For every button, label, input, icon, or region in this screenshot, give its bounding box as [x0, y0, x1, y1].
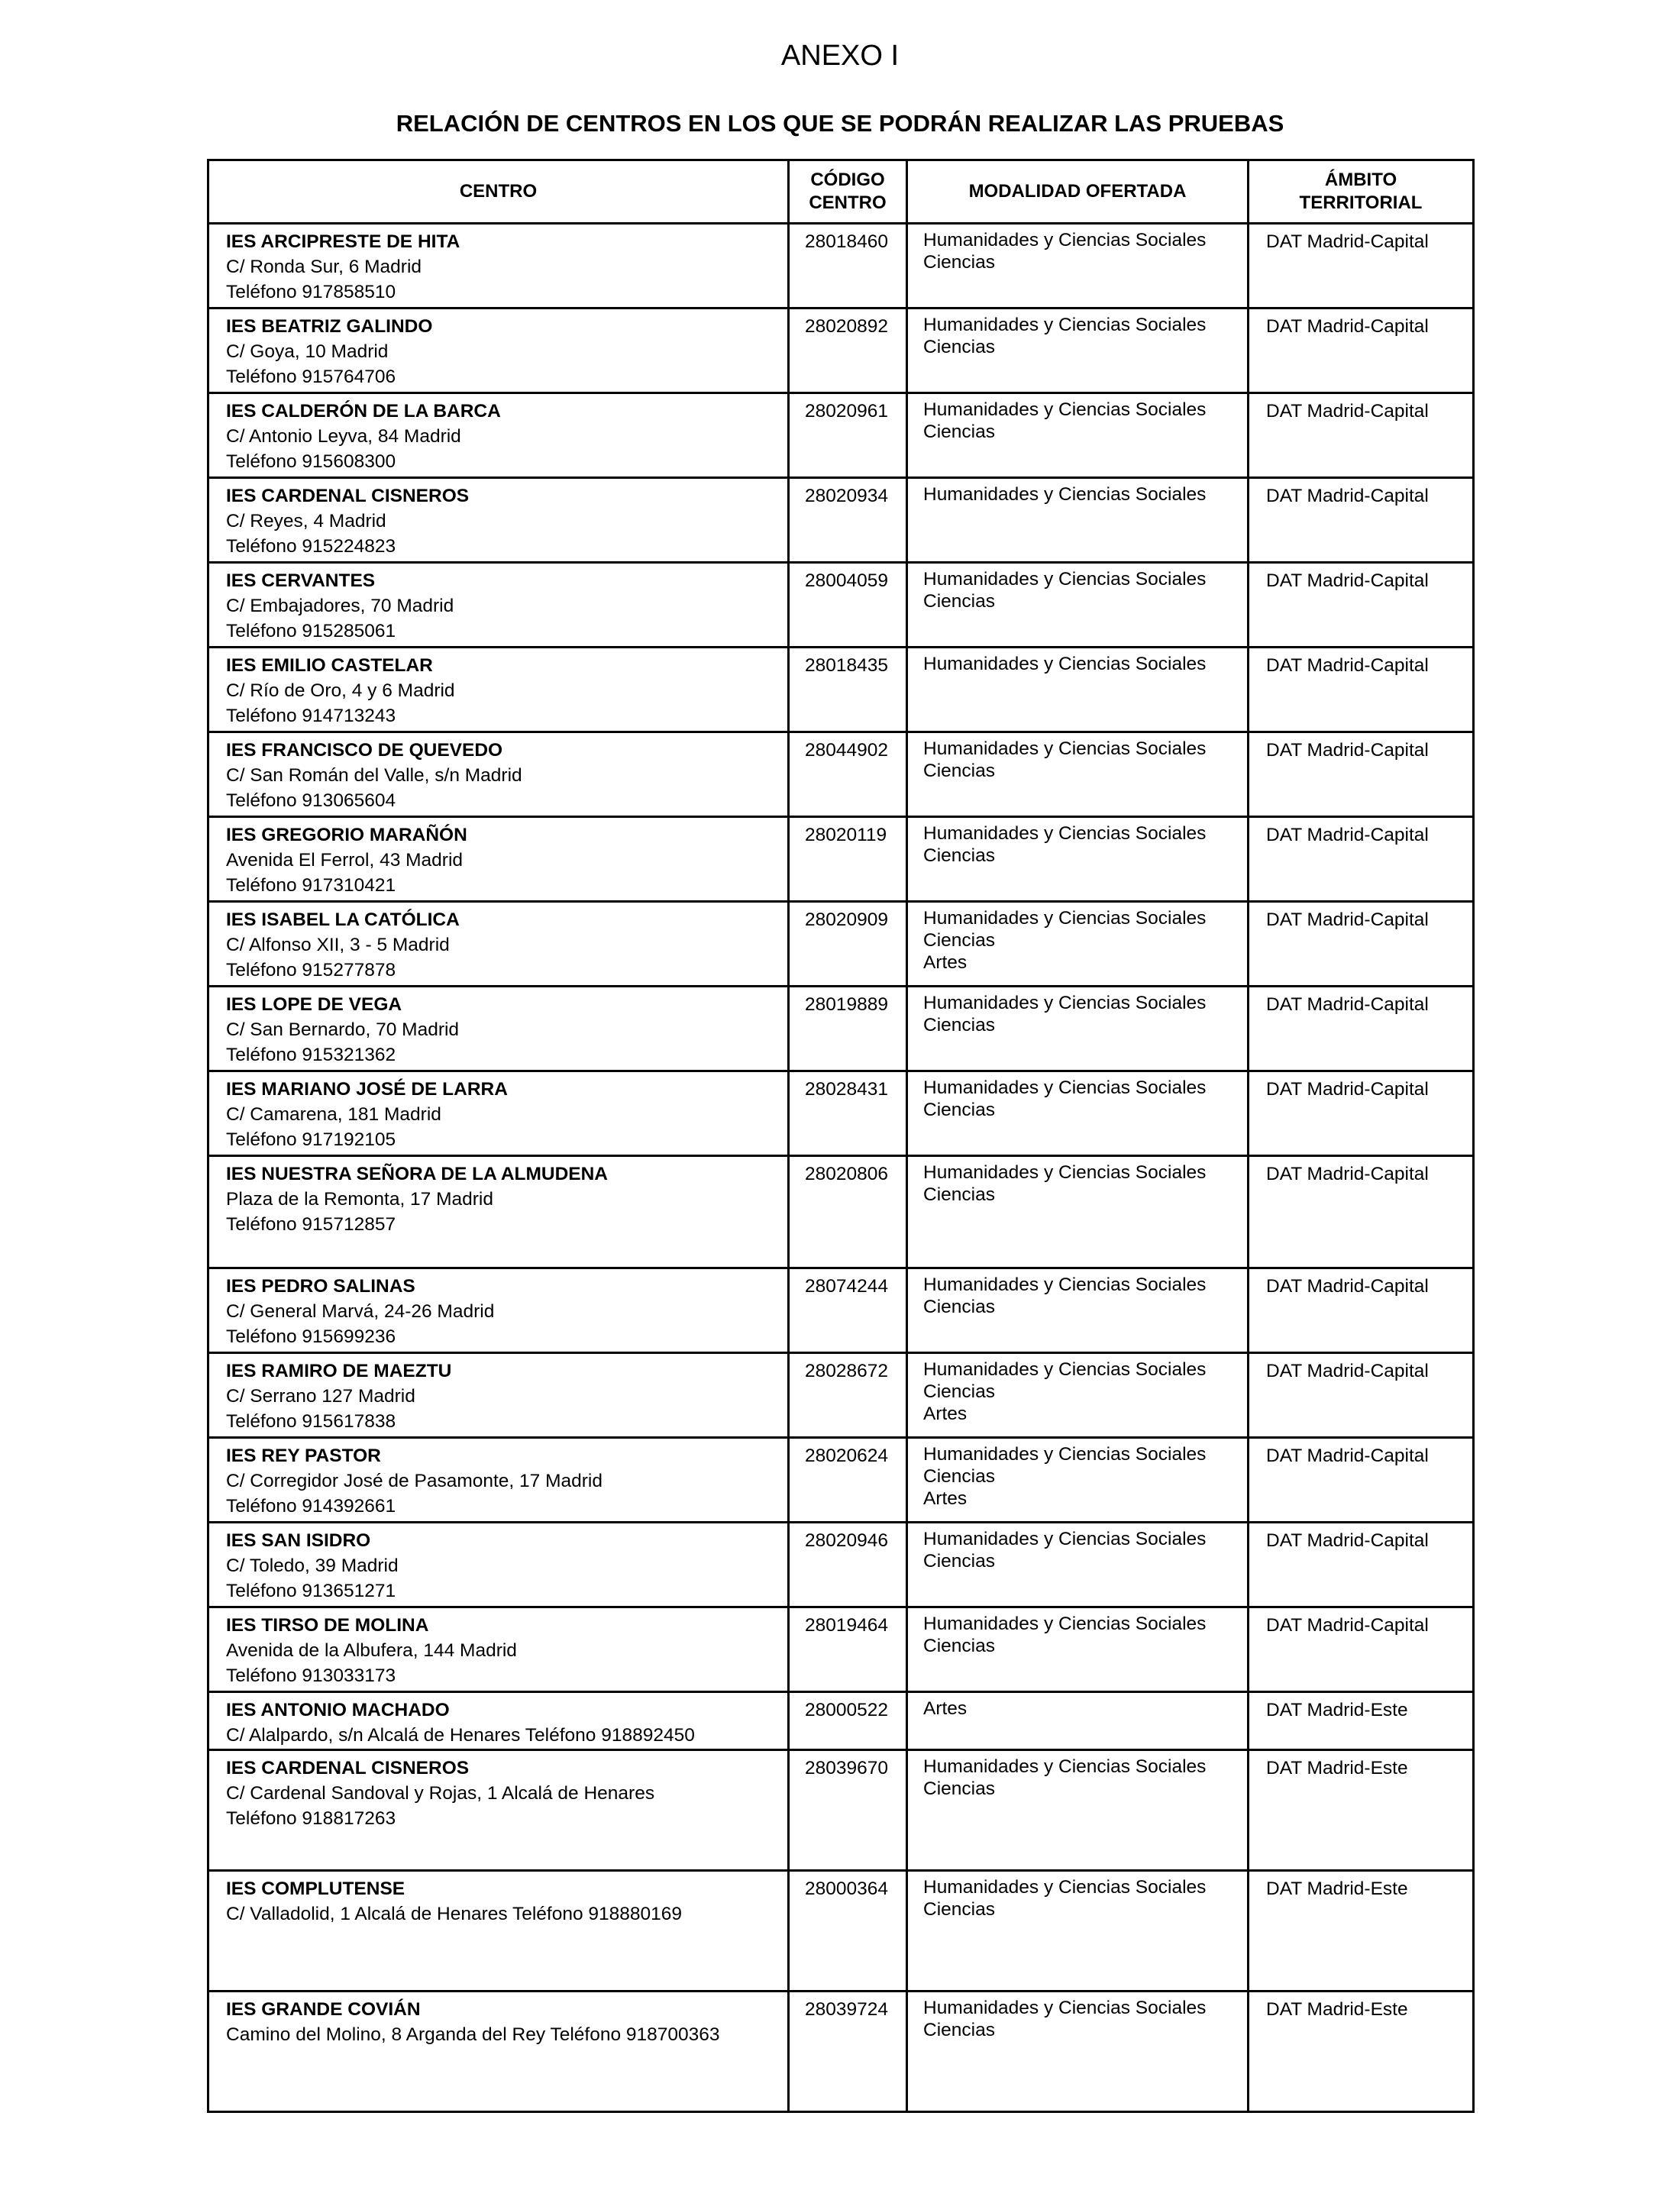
center-detail-line: Teléfono 913651271	[226, 1581, 396, 1601]
center-name: IES TIRSO DE MOLINA	[226, 1615, 429, 1636]
modality-item: Humanidades y Ciencias Sociales	[923, 1998, 1207, 2018]
center-detail-line: C/ Valladolid, 1 Alcalá de Henares Teléfono 918880169	[226, 1904, 683, 1924]
center-name: IES GREGORIO MARAÑÓN	[226, 825, 467, 845]
table-row	[208, 478, 1474, 563]
modality-item: Ciencias	[923, 422, 995, 442]
center-detail-line: Teléfono 913065604	[226, 790, 396, 811]
center-cell	[208, 1607, 789, 1692]
territorial-scope: DAT Madrid-Este	[1249, 1750, 1474, 1871]
header-ambito-line2: TERRITORIAL	[1299, 192, 1423, 213]
territorial-scope: DAT Madrid-Capital	[1249, 1438, 1474, 1523]
center-detail-line: C/ General Marvá, 24-26 Madrid	[226, 1301, 495, 1322]
table-row	[208, 1268, 1474, 1353]
center-name: IES GRANDE COVIÁN	[226, 1999, 421, 2020]
center-cell	[208, 224, 789, 309]
territorial-scope: DAT Madrid-Capital	[1249, 817, 1474, 902]
modality-item: Humanidades y Ciencias Sociales	[923, 484, 1207, 505]
center-detail-line: Teléfono 913033173	[226, 1665, 396, 1686]
center-detail-line: Avenida El Ferrol, 43 Madrid	[226, 850, 464, 871]
territorial-scope: DAT Madrid-Capital	[1249, 224, 1474, 309]
modality-item: Ciencias	[923, 1297, 995, 1317]
center-code: 28000364	[789, 1871, 907, 1992]
center-cell	[208, 1523, 789, 1607]
modality-item: Artes	[923, 1488, 968, 1509]
center-code: 28044902	[789, 732, 907, 817]
header-codigo	[789, 160, 907, 224]
modality-cell	[907, 224, 1249, 309]
territorial-scope: DAT Madrid-Este	[1249, 1692, 1474, 1750]
center-code: 28020119	[789, 817, 907, 902]
center-name: IES FRANCISCO DE QUEVEDO	[226, 740, 503, 761]
modality-item: Humanidades y Ciencias Sociales	[923, 1756, 1207, 1777]
center-code: 28020806	[789, 1156, 907, 1268]
territorial-scope: DAT Madrid-Capital	[1249, 1353, 1474, 1438]
territorial-scope: DAT Madrid-Capital	[1249, 1523, 1474, 1607]
center-code: 28028672	[789, 1353, 907, 1438]
center-detail-line: C/ Ronda Sur, 6 Madrid	[226, 257, 422, 277]
table-row	[208, 987, 1474, 1071]
table-header-row	[208, 160, 1474, 224]
modality-item: Humanidades y Ciencias Sociales	[923, 1077, 1207, 1098]
modality-cell	[907, 1992, 1249, 2112]
modality-cell	[907, 1071, 1249, 1156]
center-detail-line: Teléfono 915608300	[226, 451, 396, 472]
center-code: 28028431	[789, 1071, 907, 1156]
center-code: 28074244	[789, 1268, 907, 1353]
territorial-scope: DAT Madrid-Capital	[1249, 393, 1474, 478]
center-name: IES ISABEL LA CATÓLICA	[226, 909, 460, 930]
modality-cell	[907, 648, 1249, 732]
center-cell	[208, 1353, 789, 1438]
modality-item: Ciencias	[923, 761, 995, 781]
modality-cell	[907, 1692, 1249, 1750]
header-ambito	[1249, 160, 1474, 224]
modality-item: Humanidades y Ciencias Sociales	[923, 1274, 1207, 1295]
territorial-scope: DAT Madrid-Capital	[1249, 902, 1474, 987]
table-row	[208, 1607, 1474, 1692]
center-code: 28019464	[789, 1607, 907, 1692]
center-code: 28039724	[789, 1992, 907, 2112]
modality-item: Humanidades y Ciencias Sociales	[923, 230, 1207, 250]
center-name: IES BEATRIZ GALINDO	[226, 316, 433, 337]
territorial-scope: DAT Madrid-Capital	[1249, 309, 1474, 393]
center-detail-line: C/ Camarena, 181 Madrid	[226, 1104, 441, 1125]
center-detail-line: Teléfono 917192105	[226, 1129, 396, 1150]
modality-item: Humanidades y Ciencias Sociales	[923, 569, 1207, 590]
center-name: IES COMPLUTENSE	[226, 1878, 405, 1899]
center-detail-line: C/ Serrano 127 Madrid	[226, 1386, 415, 1407]
table-row	[208, 1871, 1474, 1992]
modality-item: Ciencias	[923, 930, 995, 951]
center-detail-line: C/ Cardenal Sandoval y Rojas, 1 Alcalá de Henares	[226, 1783, 655, 1804]
center-detail-line: Camino del Molino, 8 Arganda del Rey Teléfono 918700363	[226, 2024, 720, 2045]
modality-item: Humanidades y Ciencias Sociales	[923, 738, 1207, 759]
modality-item: Ciencias	[923, 591, 995, 612]
modality-cell	[907, 309, 1249, 393]
modality-item: Artes	[923, 1698, 968, 1719]
modality-item: Humanidades y Ciencias Sociales	[923, 823, 1207, 844]
annex-label: ANEXO I	[780, 40, 900, 72]
center-code: 28039670	[789, 1750, 907, 1871]
modality-item: Ciencias	[923, 1778, 995, 1799]
center-detail-line: C/ Corregidor José de Pasamonte, 17 Madrid	[226, 1471, 603, 1491]
table-row	[208, 224, 1474, 309]
header-ambito-line1: ÁMBITO	[1324, 170, 1397, 190]
modality-cell	[907, 1156, 1249, 1268]
territorial-scope: DAT Madrid-Capital	[1249, 1268, 1474, 1353]
modality-item: Humanidades y Ciencias Sociales	[923, 993, 1207, 1013]
modality-item: Humanidades y Ciencias Sociales	[923, 1877, 1207, 1898]
center-cell	[208, 1692, 789, 1750]
modality-item: Ciencias	[923, 337, 995, 357]
center-cell	[208, 648, 789, 732]
center-name: IES CARDENAL CISNEROS	[226, 1758, 470, 1778]
territorial-scope: DAT Madrid-Capital	[1249, 1071, 1474, 1156]
territorial-scope: DAT Madrid-Este	[1249, 1992, 1474, 2112]
center-detail-line: Teléfono 915699236	[226, 1326, 396, 1347]
modality-item: Humanidades y Ciencias Sociales	[923, 1359, 1207, 1380]
center-detail-line: Teléfono 915617838	[226, 1411, 396, 1432]
modality-cell	[907, 732, 1249, 817]
center-name: IES LOPE DE VEGA	[226, 994, 402, 1015]
center-detail-line: Plaza de la Remonta, 17 Madrid	[226, 1189, 493, 1210]
center-detail-line: Teléfono 915321362	[226, 1045, 396, 1065]
center-name: IES CARDENAL CISNEROS	[226, 486, 470, 506]
center-cell	[208, 1992, 789, 2112]
table-row	[208, 1071, 1474, 1156]
center-cell	[208, 1071, 789, 1156]
center-detail-line: C/ San Román del Valle, s/n Madrid	[226, 765, 522, 786]
center-code: 28000522	[789, 1692, 907, 1750]
center-name: IES PEDRO SALINAS	[226, 1276, 415, 1297]
table-row	[208, 648, 1474, 732]
center-detail-line: C/ Goya, 10 Madrid	[226, 341, 389, 362]
header-codigo-line2: CENTRO	[809, 192, 887, 213]
modality-cell	[907, 987, 1249, 1071]
territorial-scope: DAT Madrid-Capital	[1249, 1156, 1474, 1268]
table-row	[208, 563, 1474, 648]
modality-item: Ciencias	[923, 1551, 995, 1572]
table-row	[208, 1692, 1474, 1750]
modality-cell	[907, 393, 1249, 478]
center-detail-line: Avenida de la Albufera, 144 Madrid	[226, 1640, 517, 1661]
centers-table	[207, 159, 1475, 2113]
modality-item: Ciencias	[923, 1100, 995, 1120]
table-row	[208, 1353, 1474, 1438]
center-detail-line: Teléfono 914392661	[226, 1496, 396, 1517]
center-detail-line: C/ San Bernardo, 70 Madrid	[226, 1019, 460, 1040]
table-row	[208, 902, 1474, 987]
center-cell	[208, 1750, 789, 1871]
center-detail-line: Teléfono 915764706	[226, 367, 396, 387]
modality-item: Artes	[923, 1404, 968, 1424]
center-cell	[208, 393, 789, 478]
center-code: 28019889	[789, 987, 907, 1071]
modality-item: Ciencias	[923, 2020, 995, 2040]
center-detail-line: C/ Alalpardo, s/n Alcalá de Henares Teléfono 918892450	[226, 1725, 695, 1746]
center-name: IES ARCIPRESTE DE HITA	[226, 231, 460, 252]
center-name: IES MARIANO JOSÉ DE LARRA	[226, 1079, 508, 1100]
modality-cell	[907, 1871, 1249, 1992]
center-code: 28004059	[789, 563, 907, 648]
center-detail-line: Teléfono 915277878	[226, 960, 396, 980]
modality-item: Humanidades y Ciencias Sociales	[923, 654, 1207, 674]
modality-item: Ciencias	[923, 1184, 995, 1205]
table-row	[208, 393, 1474, 478]
table-row	[208, 1750, 1474, 1871]
center-detail-line: C/ Antonio Leyva, 84 Madrid	[226, 426, 461, 447]
modality-cell	[907, 1607, 1249, 1692]
table-row	[208, 309, 1474, 393]
center-code: 28020892	[789, 309, 907, 393]
center-detail-line: Teléfono 918817263	[226, 1808, 396, 1829]
center-name: IES RAMIRO DE MAEZTU	[226, 1361, 452, 1381]
modality-item: Ciencias	[923, 1899, 995, 1920]
modality-item: Humanidades y Ciencias Sociales	[923, 315, 1207, 335]
document-title: RELACIÓN DE CENTROS EN LOS QUE SE PODRÁN REALIZAR LAS PRUEBAS	[396, 110, 1284, 137]
center-code: 28020909	[789, 902, 907, 987]
center-cell	[208, 478, 789, 563]
center-name: IES NUESTRA SEÑORA DE LA ALMUDENA	[226, 1164, 609, 1184]
modality-cell	[907, 1523, 1249, 1607]
territorial-scope: DAT Madrid-Este	[1249, 1871, 1474, 1992]
center-cell	[208, 902, 789, 987]
header-modalidad: MODALIDAD OFERTADA	[907, 160, 1249, 224]
table-row	[208, 1992, 1474, 2112]
modality-cell	[907, 478, 1249, 563]
modality-item: Humanidades y Ciencias Sociales	[923, 1162, 1207, 1183]
modality-cell	[907, 1750, 1249, 1871]
center-detail-line: C/ Río de Oro, 4 y 6 Madrid	[226, 680, 455, 701]
center-name: IES CERVANTES	[226, 570, 376, 591]
modality-cell	[907, 1268, 1249, 1353]
modality-cell	[907, 563, 1249, 648]
center-code: 28018435	[789, 648, 907, 732]
center-cell	[208, 563, 789, 648]
header-codigo-line1: CÓDIGO	[810, 170, 885, 190]
center-name: IES REY PASTOR	[226, 1446, 381, 1466]
center-detail-line: Teléfono 915285061	[226, 621, 396, 641]
center-cell	[208, 1268, 789, 1353]
territorial-scope: DAT Madrid-Capital	[1249, 987, 1474, 1071]
center-detail-line: C/ Embajadores, 70 Madrid	[226, 596, 454, 616]
modality-cell	[907, 902, 1249, 987]
modality-cell	[907, 1353, 1249, 1438]
modality-item: Ciencias	[923, 252, 995, 273]
modality-item: Ciencias	[923, 1381, 995, 1402]
center-code: 28020946	[789, 1523, 907, 1607]
table-row	[208, 817, 1474, 902]
modality-item: Ciencias	[923, 1466, 995, 1487]
center-code: 28020961	[789, 393, 907, 478]
modality-item: Humanidades y Ciencias Sociales	[923, 1444, 1207, 1465]
center-detail-line: Teléfono 915224823	[226, 536, 396, 557]
territorial-scope: DAT Madrid-Capital	[1249, 563, 1474, 648]
center-name: IES EMILIO CASTELAR	[226, 655, 433, 676]
territorial-scope: DAT Madrid-Capital	[1249, 732, 1474, 817]
modality-item: Artes	[923, 952, 968, 973]
territorial-scope: DAT Madrid-Capital	[1249, 1607, 1474, 1692]
territorial-scope: DAT Madrid-Capital	[1249, 648, 1474, 732]
modality-cell	[907, 817, 1249, 902]
center-detail-line: C/ Alfonso XII, 3 - 5 Madrid	[226, 935, 450, 955]
table-row	[208, 1523, 1474, 1607]
center-cell	[208, 1438, 789, 1523]
center-cell	[208, 817, 789, 902]
modality-item: Humanidades y Ciencias Sociales	[923, 1529, 1207, 1549]
territorial-scope: DAT Madrid-Capital	[1249, 478, 1474, 563]
center-detail-line: C/ Reyes, 4 Madrid	[226, 511, 386, 531]
table-row	[208, 1438, 1474, 1523]
center-code: 28018460	[789, 224, 907, 309]
table-row	[208, 1156, 1474, 1268]
modality-item: Humanidades y Ciencias Sociales	[923, 399, 1207, 420]
center-cell	[208, 1156, 789, 1268]
center-detail-line: C/ Toledo, 39 Madrid	[226, 1555, 399, 1576]
center-detail-line: Teléfono 917858510	[226, 282, 396, 302]
table-row	[208, 732, 1474, 817]
center-cell	[208, 309, 789, 393]
center-name: IES ANTONIO MACHADO	[226, 1700, 450, 1720]
center-cell	[208, 987, 789, 1071]
center-cell	[208, 1871, 789, 1992]
modality-item: Humanidades y Ciencias Sociales	[923, 908, 1207, 929]
modality-item: Ciencias	[923, 1636, 995, 1656]
center-name: IES CALDERÓN DE LA BARCA	[226, 401, 501, 422]
center-detail-line: Teléfono 914713243	[226, 706, 396, 726]
center-name: IES SAN ISIDRO	[226, 1530, 371, 1551]
header-centro: CENTRO	[208, 160, 789, 224]
center-detail-line: Teléfono 915712857	[226, 1214, 396, 1235]
center-cell	[208, 732, 789, 817]
center-code: 28020934	[789, 478, 907, 563]
modality-item: Ciencias	[923, 1015, 995, 1035]
modality-item: Humanidades y Ciencias Sociales	[923, 1614, 1207, 1634]
modality-item: Ciencias	[923, 845, 995, 866]
center-detail-line: Teléfono 917310421	[226, 875, 396, 896]
modality-cell	[907, 1438, 1249, 1523]
center-code: 28020624	[789, 1438, 907, 1523]
